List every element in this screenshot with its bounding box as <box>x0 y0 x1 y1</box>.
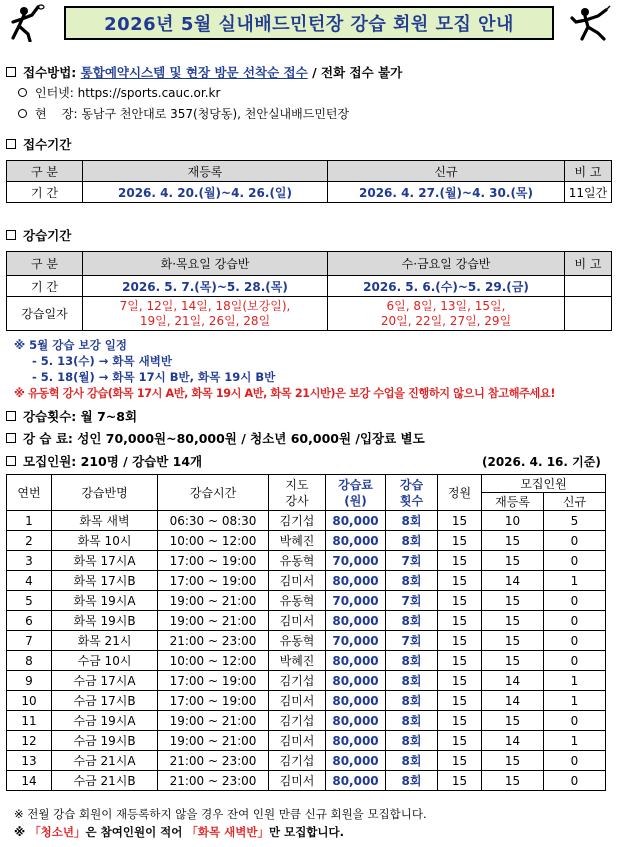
reception-period-heading: 접수기간 <box>4 135 71 153</box>
cell-new: 0 <box>544 711 606 731</box>
lesson-fee: 강 습 료: 성인 70,000원~80,000원 / 청소년 60,000원 /입장료 별도 <box>4 429 425 447</box>
cell-name: 수금 21시A <box>52 751 158 771</box>
square-bullet-icon <box>6 139 16 149</box>
makeup-line-1: - 5. 13(수) → 화목 새벽반 <box>32 354 172 368</box>
cell-no: 9 <box>7 671 52 691</box>
makeup-warning: ※ 유동혁 강사 강습(화목 17시 A반, 화목 19시 A반, 화목 21시반)은 보강 수업을 진행하지 않으니 참고해주세요! <box>14 387 556 400</box>
cell-coach: 김미서 <box>269 611 326 631</box>
class-table: 연번 강습반명 강습시간 지도 강사 강습료 (원) 강습 횟수 정원 모집인원 재등록 신규 1 화목 새벽 06:30 ~ 08:30 김기섭 80,000 8회 15 10 5 2 화목 10시 10:00 ~ 12:00 박혜진 80,000 8회 15 15 0 3 화목 17시A 17:00 ~ 19:00 유동혁 70,000 7회 15 15 0 4 화목 17시B 17:00 ~ 19:00 김미서 80,000 8회 15 14 1 5 화목 19시A 19:00 ~ 21:00 유동혁 70,000 7회 15 15 0 6 화목 19시B 19:00 ~ 21:00 김미서 80,000 8회 15 15 0 7 화목 21시 21:00 ~ 23:00 유동혁 70,000 7회 15 15 0 8 수금 10시 10:00 ~ 12:00 박혜진 80,000 8회 15 15 0 9 수금 17시A 17:00 ~ 19:00 김기섭 80,000 8회 15 14 1 10 수금 17시B 17:00 ~ 19:00 김미서 80,000 8회 15 14 1 11 수금 19시A 19:00 ~ 21:00 김기섭 80,000 8회 15 15 0 12 수금 19시B 19:00 ~ 21:00 김미서 80,000 8회 15 14 1 13 수금 21시A 21:00 ~ 23:00 김기섭 80,000 8회 15 15 0 14 수금 21시B 21:00 ~ 23:00 김미서 80,000 8회 15 15 0 <box>6 474 606 791</box>
cell-time: 21:00 ~ 23:00 <box>158 751 269 771</box>
cell-coach: 김미서 <box>269 731 326 751</box>
cell-capacity: 15 <box>438 611 482 631</box>
footnote-2: ※ 「청소년」은 참여인원이 적어 「화목 새벽반」만 모집합니다. <box>14 825 344 839</box>
cell-re: 15 <box>482 751 544 771</box>
cell-capacity: 15 <box>438 551 482 571</box>
cell-re: 14 <box>482 671 544 691</box>
cell-count: 8회 <box>386 571 438 591</box>
cell-fee: 70,000 <box>326 591 386 611</box>
cell-time: 17:00 ~ 19:00 <box>158 571 269 591</box>
square-bullet-icon <box>6 411 16 421</box>
cell-new: 5 <box>544 511 606 531</box>
table-row <box>7 611 606 631</box>
wed-fri-dates: 6일, 8일, 13일, 15일, 20일, 22일, 27일, 29일 <box>328 297 565 331</box>
cell-count: 7회 <box>386 551 438 571</box>
cell-no: 13 <box>7 751 52 771</box>
table-row <box>7 531 606 551</box>
cell-fee: 80,000 <box>326 771 386 791</box>
cell-fee: 80,000 <box>326 671 386 691</box>
cell-re: 15 <box>482 631 544 651</box>
cell-count: 8회 <box>386 651 438 671</box>
cell-re: 15 <box>482 591 544 611</box>
cell-coach: 유동혁 <box>269 631 326 651</box>
cell-fee: 80,000 <box>326 751 386 771</box>
cell-no: 14 <box>7 771 52 791</box>
cell-new: 0 <box>544 751 606 771</box>
cell-new: 0 <box>544 611 606 631</box>
cell-fee: 80,000 <box>326 651 386 671</box>
cell-coach: 유동혁 <box>269 591 326 611</box>
cell-new: 1 <box>544 691 606 711</box>
cell-count: 8회 <box>386 751 438 771</box>
basis-date: (2026. 4. 16. 기준) <box>482 455 601 469</box>
cell-coach: 김기섭 <box>269 751 326 771</box>
cell-new: 1 <box>544 731 606 751</box>
cell-coach: 김미서 <box>269 771 326 791</box>
cell-capacity: 15 <box>438 631 482 651</box>
cell-no: 10 <box>7 691 52 711</box>
lesson-period-table: 구 분 화·목요일 강습반 수·금요일 강습반 비 고 기 간 2026. 5. 7.(목)~5. 28.(목) 2026. 5. 6.(수)~5. 29.(금) 강습일자 7일, 12일, 14일, 18일(보강일), 19일, 21일, 26일, 28일 6일, 8일, 13일, 15일, 20일, 22일, 27일, 29일 <box>6 251 612 331</box>
cell-fee: 80,000 <box>326 511 386 531</box>
cell-name: 수금 19시B <box>52 731 158 751</box>
cell-re: 14 <box>482 571 544 591</box>
cell-count: 8회 <box>386 511 438 531</box>
cell-fee: 80,000 <box>326 611 386 631</box>
cell-coach: 박혜진 <box>269 651 326 671</box>
cell-name: 수금 17시B <box>52 691 158 711</box>
cell-count: 8회 <box>386 771 438 791</box>
table-row <box>7 691 606 711</box>
internet-line: 인터넷: https://sports.cauc.or.kr <box>18 84 220 101</box>
table-row <box>7 591 606 611</box>
cell-time: 17:00 ~ 19:00 <box>158 551 269 571</box>
cell-re: 14 <box>482 691 544 711</box>
lesson-count: 강습횟수: 월 7~8회 <box>4 407 137 425</box>
cell-time: 10:00 ~ 12:00 <box>158 531 269 551</box>
cell-count: 7회 <box>386 591 438 611</box>
cell-name: 수금 21시B <box>52 771 158 791</box>
cell-re: 15 <box>482 711 544 731</box>
cell-coach: 김미서 <box>269 571 326 591</box>
cell-time: 19:00 ~ 21:00 <box>158 591 269 611</box>
cell-coach: 김미서 <box>269 691 326 711</box>
cell-no: 7 <box>7 631 52 651</box>
cell-name: 화목 10시 <box>52 531 158 551</box>
cell-no: 12 <box>7 731 52 751</box>
cell-no: 6 <box>7 611 52 631</box>
cell-capacity: 15 <box>438 731 482 751</box>
cell-count: 8회 <box>386 691 438 711</box>
cell-no: 4 <box>7 571 52 591</box>
cell-capacity: 15 <box>438 531 482 551</box>
cell-fee: 70,000 <box>326 551 386 571</box>
cell-no: 8 <box>7 651 52 671</box>
table-row <box>7 631 606 651</box>
cell-name: 화목 21시 <box>52 631 158 651</box>
circle-bullet-icon <box>18 109 27 118</box>
cell-new: 0 <box>544 631 606 651</box>
cell-fee: 80,000 <box>326 571 386 591</box>
circle-bullet-icon <box>18 88 27 97</box>
cell-name: 수금 10시 <box>52 651 158 671</box>
cell-time: 17:00 ~ 19:00 <box>158 691 269 711</box>
cell-coach: 김기섭 <box>269 671 326 691</box>
cell-time: 10:00 ~ 12:00 <box>158 651 269 671</box>
table-row <box>7 751 606 771</box>
cell-no: 2 <box>7 531 52 551</box>
table-row <box>7 711 606 731</box>
footnote-1: ※ 전월 강습 회원이 재등록하지 않을 경우 잔여 인원 만큼 신규 회원을 모집합니다. <box>14 807 427 821</box>
cell-fee: 80,000 <box>326 731 386 751</box>
cell-no: 1 <box>7 511 52 531</box>
cell-new: 0 <box>544 651 606 671</box>
square-bullet-icon <box>6 67 16 77</box>
cell-new: 0 <box>544 771 606 791</box>
table-row <box>7 651 606 671</box>
cell-re: 15 <box>482 651 544 671</box>
cell-no: 3 <box>7 551 52 571</box>
cell-time: 21:00 ~ 23:00 <box>158 771 269 791</box>
cell-name: 화목 19시A <box>52 591 158 611</box>
cell-re: 15 <box>482 611 544 631</box>
cell-new: 0 <box>544 591 606 611</box>
table-row <box>7 771 606 791</box>
square-bullet-icon <box>6 433 16 443</box>
application-method: 접수방법: 통합예약시스템 및 현장 방문 선착순 접수 / 전화 접수 불가 <box>4 63 402 81</box>
cell-count: 8회 <box>386 671 438 691</box>
table-row <box>7 671 606 691</box>
cell-new: 0 <box>544 531 606 551</box>
badminton-player-icon <box>4 4 48 42</box>
location-line: 현 장: 동남구 천안대로 357(청당동), 천안실내배드민턴장 <box>18 105 349 122</box>
table-row <box>7 551 606 571</box>
cell-name: 수금 17시A <box>52 671 158 691</box>
cell-fee: 70,000 <box>326 631 386 651</box>
cell-count: 8회 <box>386 611 438 631</box>
cell-fee: 80,000 <box>326 691 386 711</box>
cell-re: 15 <box>482 531 544 551</box>
cell-no: 11 <box>7 711 52 731</box>
cell-time: 19:00 ~ 21:00 <box>158 711 269 731</box>
internet-url[interactable]: https://sports.cauc.or.kr <box>77 85 221 100</box>
cell-name: 화목 17시A <box>52 551 158 571</box>
cell-name: 화목 19시B <box>52 611 158 631</box>
cell-coach: 김기섭 <box>269 711 326 731</box>
cell-re: 15 <box>482 551 544 571</box>
cell-time: 21:00 ~ 23:00 <box>158 631 269 651</box>
page-title: 2026년 5월 실내배드민턴장 강습 회원 모집 안내 <box>64 6 554 40</box>
cell-new: 1 <box>544 671 606 691</box>
cell-name: 화목 새벽 <box>52 511 158 531</box>
cell-time: 17:00 ~ 19:00 <box>158 671 269 691</box>
table-row <box>7 511 606 531</box>
cell-name: 수금 19시A <box>52 711 158 731</box>
cell-count: 8회 <box>386 531 438 551</box>
cell-re: 14 <box>482 731 544 751</box>
cell-count: 8회 <box>386 711 438 731</box>
makeup-line-2: - 5. 18(월) → 화목 17시 B반, 화목 19시 B반 <box>32 370 276 384</box>
cell-new: 1 <box>544 571 606 591</box>
cell-coach: 유동혁 <box>269 551 326 571</box>
table-row <box>7 571 606 591</box>
cell-fee: 80,000 <box>326 531 386 551</box>
cell-capacity: 15 <box>438 511 482 531</box>
cell-coach: 김기섭 <box>269 511 326 531</box>
table-row <box>7 731 606 751</box>
cell-new: 0 <box>544 551 606 571</box>
cell-count: 8회 <box>386 731 438 751</box>
cell-count: 7회 <box>386 631 438 651</box>
cell-capacity: 15 <box>438 651 482 671</box>
cell-capacity: 15 <box>438 751 482 771</box>
cell-capacity: 15 <box>438 671 482 691</box>
cell-capacity: 15 <box>438 591 482 611</box>
cell-time: 06:30 ~ 08:30 <box>158 511 269 531</box>
square-bullet-icon <box>6 230 16 240</box>
cell-time: 19:00 ~ 21:00 <box>158 611 269 631</box>
cell-fee: 80,000 <box>326 711 386 731</box>
cell-re: 15 <box>482 771 544 791</box>
tue-thu-dates: 7일, 12일, 14일, 18일(보강일), 19일, 21일, 26일, 28일 <box>83 297 328 331</box>
recruitment-info: 모집인원: 210명 / 강습반 14개 <box>4 452 202 470</box>
cell-coach: 박혜진 <box>269 531 326 551</box>
cell-capacity: 15 <box>438 771 482 791</box>
cell-no: 5 <box>7 591 52 611</box>
cell-re: 10 <box>482 511 544 531</box>
reception-period-table: 구 분 재등록 신규 비 고 기 간 2026. 4. 20.(월)~4. 26.(일) 2026. 4. 27.(월)~4. 30.(목) 11일간 <box>6 160 612 203</box>
cell-capacity: 15 <box>438 691 482 711</box>
lesson-period-heading: 강습기간 <box>4 226 71 244</box>
makeup-title: ※ 5월 강습 보강 일정 <box>14 338 127 352</box>
cell-time: 19:00 ~ 21:00 <box>158 731 269 751</box>
cell-name: 화목 17시B <box>52 571 158 591</box>
badminton-player-icon <box>568 4 612 42</box>
cell-capacity: 15 <box>438 711 482 731</box>
square-bullet-icon <box>6 456 16 466</box>
application-method-link[interactable]: 통합예약시스템 및 현장 방문 선착순 접수 <box>80 65 308 80</box>
cell-capacity: 15 <box>438 571 482 591</box>
